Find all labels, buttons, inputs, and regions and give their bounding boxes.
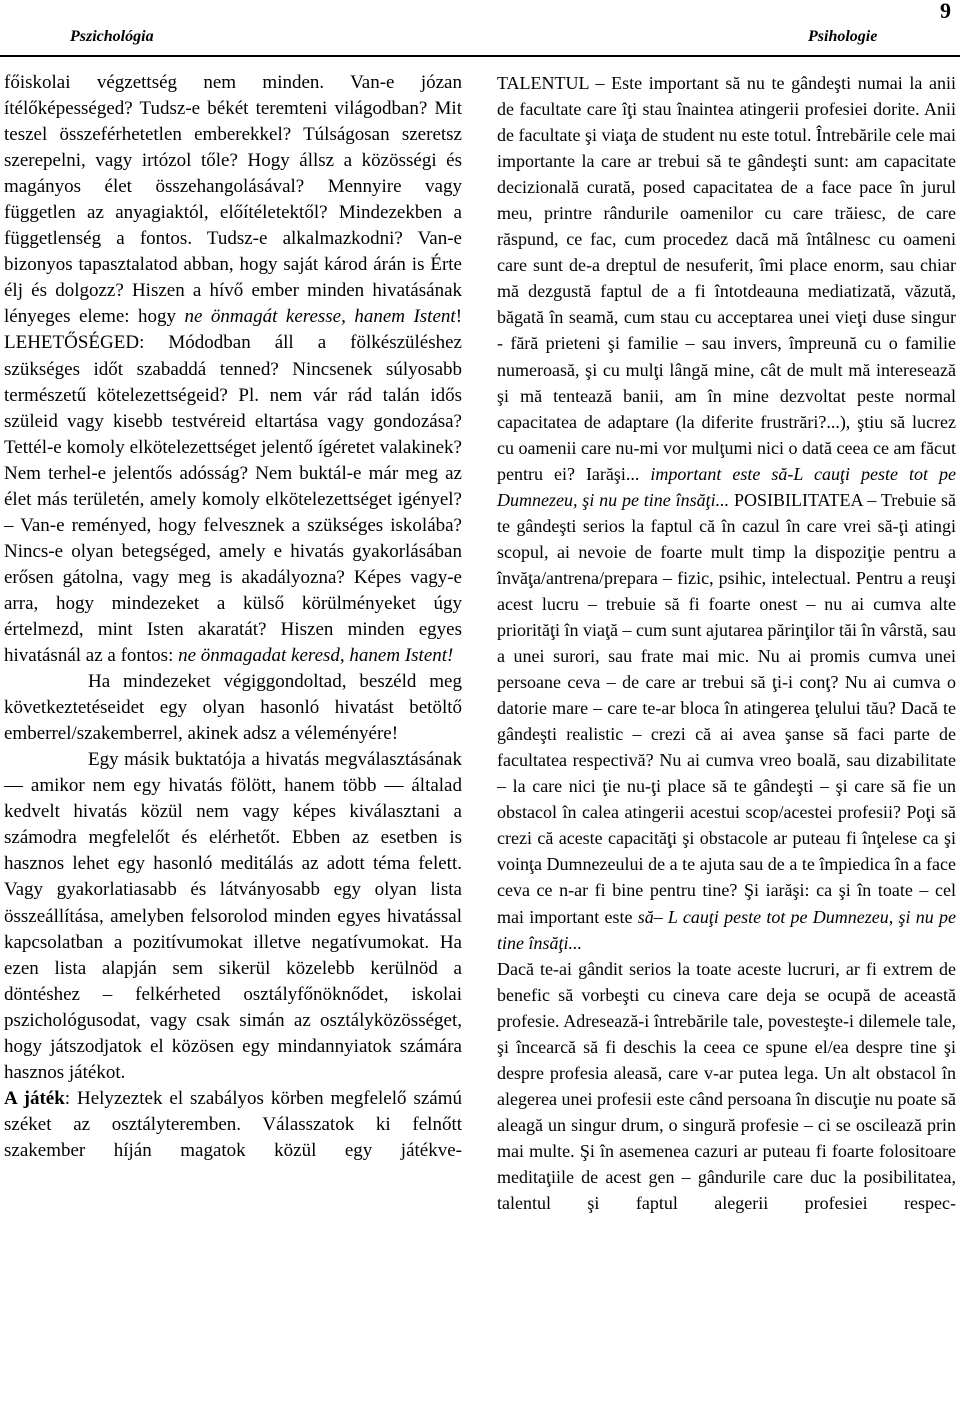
running-title-romanian: Psihologie — [808, 28, 878, 45]
paragraph — [4, 70, 462, 669]
header-rule — [0, 55, 960, 57]
romanian-column — [497, 70, 956, 1216]
emphasis-text: ne önmagát keresse, hanem Istent — [184, 306, 456, 328]
page-number: 9 — [940, 0, 951, 23]
emphasis-text: să– L cauţi peste tot pe Dumnezeu, şi nu pe tine însăţi... — [497, 906, 956, 953]
text-run: TALENTUL – Este important să nu te gândeşti numai la anii de facultate care îţi stau înaintea atingerii profesiei dorite. Anii de facultate şi viaţa de student nu este totul. Întrebările cele mai importante la care ar trebui să te gândeşti sunt: am capacitate decizională curată, posed capacitatea de a face pace în jurul meu, printre rândurile oamenilor cu care trăiesc, de care răspund, ce fac, cum procedez dacă mă întâlnesc cu oameni care sunt de-a dreptul de nesuferit, îmi place enorm, sau chiar mă dezgustă faptul de a fi întotdeauna mediatizată, văzută, băgată în seamă, cum stau cu acceptarea unei vieţi duse singur - fără prieteni şi familie – sau invers, împreună cu o familie numeroasă, şi cu mulţi lângă mine, cât de mult mă interesează şi mă tentează banii, am în mine dezvoltat peste normal capacitatea de adaptare (la diferite frustrări?...), ştiu să lucrez cu oamenii care nu-mi vor mulţumi nici o dată ceea ce am făcut pentru ei? Iarăşi... — [497, 73, 956, 484]
text-run: főiskolai végzettség nem minden. Van-e józan ítélőképességed? Tudsz-e békét teremteni világodban? Mit teszel összeférhetetlen emberekkel? Túlságosan szeretsz szerepelni, vagy irtózol tőle? Hogy állsz a közösségi és magányos élet összehangolásával? Mennyire vagy független az anyagiaktól, előítéletektől? Mindezekben a függetlenség a fontos. Tudsz-e alkalmazkodni? Van-e bizonyos tapasztalatod abban, hogy saját károd árán is Érte élj és dolgozz? Hiszen a hívő ember minden hivatásának lényeges eleme: hogy — [4, 72, 462, 328]
paragraph — [4, 1086, 462, 1164]
paragraph: Egy másik buktatója a hivatás megválasztásának — amikor nem egy hivatás fölött, hanem több — általad kedvelt hivatás közül nem vagy képes kiválasztani a számodra megfelelőt és elérhetőt. Ebben az esetben is hasznos lehet egy hasonló meditálás az adott téma felett. Vagy gyakorlatiasabb és látványosabb egy olyan lista összeállítása, amelyben felsorolod minden egyes hivatással kapcsolatban a pozitívumokat illetve negatívumokat. Ha ezen lista alapján sem sikerül közelebb kerülnöd a döntéshez – felkérheted osztályfőnöknődet, iskolai pszichológusodat, vagy csak simán az osztályközösséget, hogy játszodjatok el közösen egy mindannyiatok számára hasznos játékot. — [4, 749, 462, 1083]
emphasis-text: ne önmagadat keresd, hanem Istent! — [178, 645, 454, 667]
bold-heading: A játék — [4, 1087, 65, 1109]
paragraph: Ha mindezeket végiggondoltad, beszéld meg következtetéseidet egy olyan hasonló hivatást betöltő emberrel/szakemberrel, akinek adsz a véleményére! — [4, 671, 462, 745]
text-run: POSIBILITATEA – Trebuie să te gândeşti serios la faptul că în cazul în care vrei să-ţi atingi scopul, ai nevoie de foarte mult timp la dispoziţie pentru a învăţa/antrena/prepara – fizic, psihic, intelectual. Pentru a reuşi acest lucru – trebuie să fi foarte onest – nu ai cumva alte priorităţi în viaţă – cum sunt ajutarea părinţilor tăi în vârstă, sau a unei surori, sau frate mai mic. Nu ai promis cumva unei persoane ceva – de care ar trebui să ţi-i conţ? Nu ai cumva o datorie mare – care te-ar bloca în atingerea ţelului tău? Dacă te gândeşti realistic – crezi că ai avea şanse să faci parte de facultatea respectivă? Nu ai cumva vreo boală, sau dizabilitate – la care nici ţie nu-ţi place să te gândeşti – şi care să fie un obstacol în calea atingerii acestui scop/acestei profesii? Poţi să crezi că aceste capacităţi şi obstacole ar puteau fi înţelese ca şi voinţa Dumnezeului de a te ajuta sau de a te împiedica în a face ceva ce n-ar fi bine pentru tine? Şi iarăşi: ca şi în toate – cel mai important este — [497, 489, 956, 927]
running-title-hungarian: Pszichológia — [70, 28, 154, 45]
hungarian-column — [4, 70, 462, 1164]
page-header — [0, 0, 960, 60]
paragraph: Dacă te-ai gândit serios la toate aceste lucruri, ar fi extrem de benefic să vorbeşti cu cineva care deja se ocupă de această profesie. Adresează-i întrebările tale, povesteşte-i dilemele tale, şi încearcă să fi deschis la ceea ce spune el/ea despre tine şi despre profesia aleasă, care v-ar putea lega. Un alt obstacol în alegerea unei profesii este când persoana în discuţie nu poate să aleagă un singur drum, o singură profesie – ci se oscilează prin mai multe. Şi în asemenea cazuri ar puteau fi foarte folositoare meditaţiile de acest gen – gândurile care duc la posibilitatea, talentul şi faptul alegerii profesiei respec- — [497, 958, 956, 1214]
paragraph — [497, 70, 956, 956]
emphasis-text: important este să-L cauţi peste tot pe Dumnezeu, şi nu pe tine însăţi... — [497, 463, 956, 510]
text-run: : Helyzeztek el szabályos körben megfelelő számú széket az osztályteremben. Válasszatok ki felnőtt szakember híján magatok közül egy játékve- — [4, 1087, 462, 1161]
text-run: ! LEHETŐSÉGED: Módodban áll a fölkészüléshez szükséges időt szabaddá tenned? Nincsenek súlyosabb természetű kötelezettségeid? Pl. nem vár rád talán idős szüleid vagy kisebb testvéreid eltartása vagy gondozása? Tettél-e komoly elkötelezettséget jelentő ígéretet valakinek? Nem terhel-e jelentős adósság? Nem buktál-e már meg az élet más területén, amely komoly elkötelezettséget igényel? – Van-e reményed, hogy felvesznek a szükséges iskolába? Nincs-e olyan betegséged, amely e hivatás gyakorlásában erősen gátolna, vagy meg is akadályozna? Képes vagy-e arra, hogy mindezeket a külső körülményeket úgy értelmezd, mint Isten akaratát? Hiszen minden egyes hivatásnál az a fontos: — [4, 306, 463, 667]
